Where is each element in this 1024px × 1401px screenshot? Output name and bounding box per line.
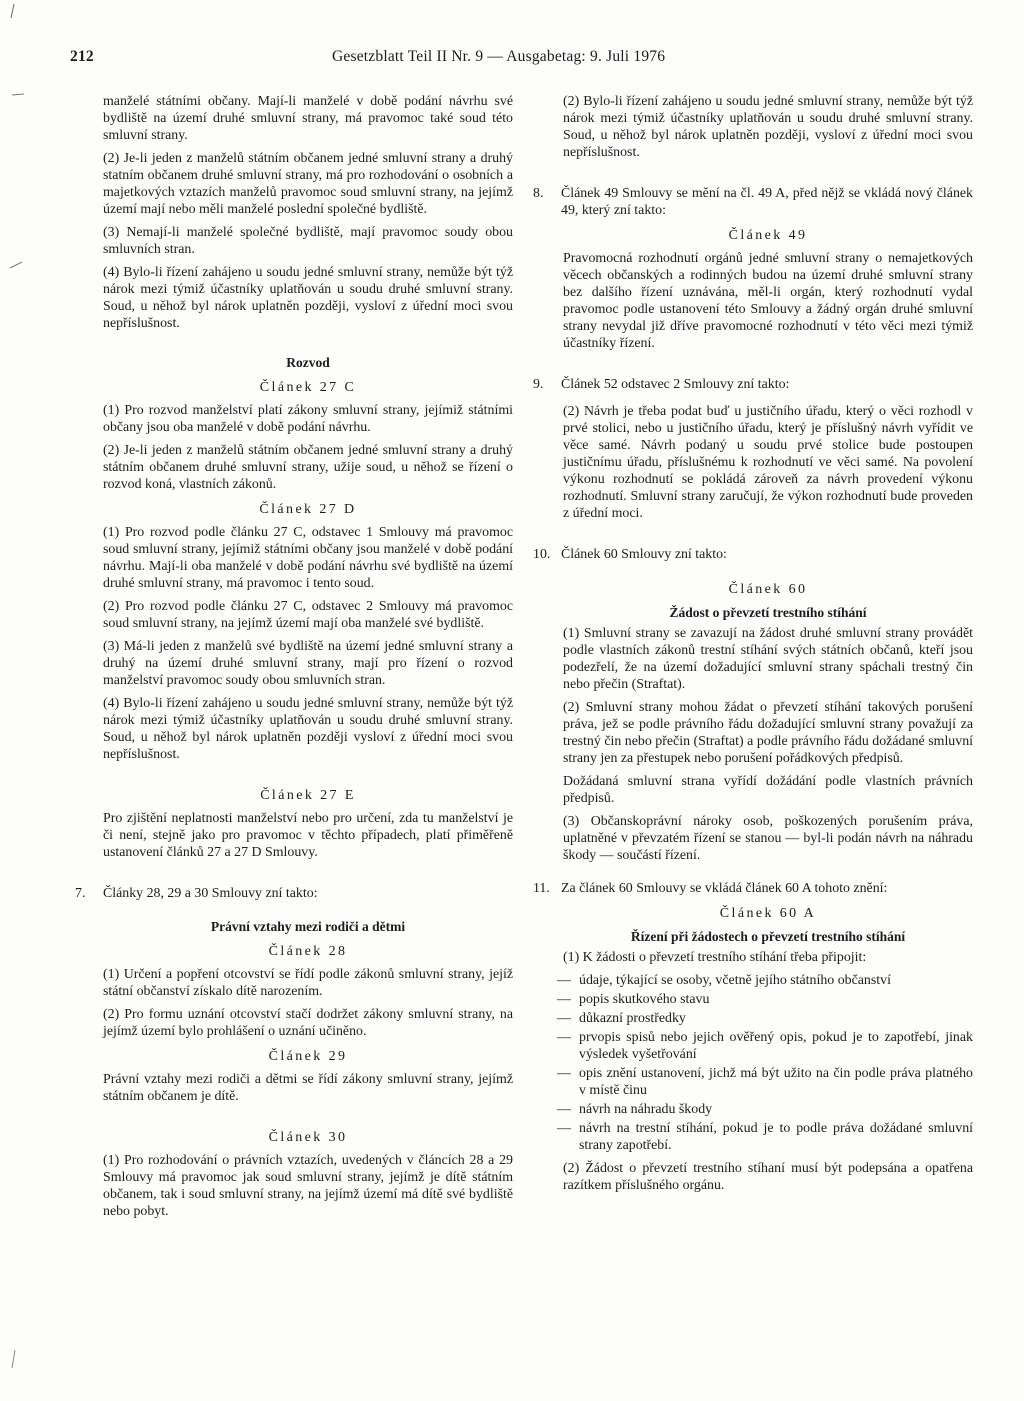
paragraph: (2) Návrh je třeba podat buď u justičního úřadu, který o věci rozhodl v prvé stolici, nebo u justičního úřadu, který je příslušný návrh vyřídit ve věce samé. Návrh podaný u soudu prvé stolice bude postoupen justičnímu úřadu, příslušnému k rozhodnutí ve věci samé. Na povolení výkonu rozhodnutí se pokládá zároveň za návrh provedení výkonu rozhodnutí. Smluvní strany zaručují, že výkon rozhodnutí bude proveden z úřední moci. [563, 404, 973, 521]
margin-mark-decoration [6, 0, 26, 1401]
page-header [70, 48, 970, 70]
right-column [533, 93, 973, 1200]
paragraph: Pravomocná rozhodnutí orgánů jedné smluvní strany o nemajetkových věcech občanských a rodinných budou na území druhé smluvní strany bez dalšího řízení uznávána, měl-li orgán, který rozhodnutí vydal pravomoc podle ustanovení této Smlouvy a žádný orgán druhé smluvní strany nevydal již dříve pravomocné rozhodnutí v této věci mezi týmiž účastníky řízení. [563, 251, 973, 351]
page-number: 212 [70, 48, 94, 65]
paragraph: (3) Nemají-li manželé společné bydliště, mají pravomoc soudy obou smluvních stran. [103, 225, 513, 257]
paragraph: (2) Žádost o převzetí trestního stíhaní musí být podepsána a opatřena razítkem příslušného orgánu. [563, 1161, 973, 1193]
item-text: Článek 49 Smlouvy se mění na čl. 49 A, před nějž se vkládá nový článek 49, který zní takto: [561, 186, 973, 218]
article-heading-60: Článek 60 [728, 582, 808, 597]
numbered-item-8 [533, 185, 973, 219]
paragraph: (2) Smluvní strany mohou žádat o převzetí stíhání takových porušení práva, jež se podle právního řádu dožadující smluvní strany považují za trestný čin nebo přečin (Straftat) a podle právního řádu dožádané smluvní strany jen za přestupek nebo porušení pořádkových předpisů. [563, 700, 973, 766]
section-heading-rozvod: Rozvod [286, 355, 330, 370]
paragraph: (2) Bylo-li řízení zahájeno u soudu jedné smluvní strany, nemůže být týž nárok mezi týmiž účastníky uplatňován u soudu druhé smluvní strany. Soud, u něhož byl nárok uplatněn později, vysloví z úřední moci svou nepříslušnost. [563, 94, 973, 160]
item-text: Za článek 60 Smlouvy se vkládá článek 60 A tohoto znění: [561, 881, 888, 896]
article-heading-28: Článek 28 [268, 944, 348, 959]
paragraph: (1) Pro rozvod podle článku 27 C, odstavec 1 Smlouvy má pravomoc soud smluvní strany, jejímiž státními občany jsou manželé v době podání návrhu. Mají-li oba manželé v době podání návrhu své bydliště na území druhé smluvní strany, má pravomoc i tento soud. [103, 525, 513, 591]
paragraph: (4) Bylo-li řízení zahájeno u soudu jedné smluvní strany, nemůže být týž nárok mezi týmiž účastníky uplatňován u soudu druhé smluvní strany. Soud, u něhož byl nárok uplatněn později vysloví z úřední moci svou nepříslušnost. [103, 696, 513, 762]
article-heading-60a: Článek 60 A [719, 906, 817, 921]
item-text: Článek 60 Smlouvy zní takto: [561, 547, 727, 562]
paragraph: (2) Je-li jeden z manželů státním občanem jedné smluvní strany a druhý státním občanem druhé smluvní strany, užije soud, u něhož se řízení o rozvod koná, vlastních zákonů. [103, 443, 513, 492]
paragraph: (4) Bylo-li řízení zahájeno u soudu jedné smluvní strany, nemůže být týž nárok mezi týmiž účastníky uplatňován u soudu druhé smluvní strany. Soud, u něhož byl nárok uplatněn později, vysloví z úřední moci svou nepříslušnost. [103, 265, 513, 331]
article-heading-27d: Článek 27 D [259, 502, 357, 517]
paragraph: (1) Pro rozhodování o právních vztazích, uvedených v článcích 28 a 29 Smlouvy má pravomoc jak soud smluvní strany, jejímž je dítě státním občanem, tak i soud smluvní strany, na jejímž území má dítě své bydliště nebo pobyt. [103, 1153, 513, 1219]
section-heading-pravni-vztahy: Právní vztahy mezi rodiči a dětmi [210, 919, 406, 934]
paragraph: (1) K žádosti o převzetí trestního stíhání třeba připojit: [563, 950, 867, 965]
list-item: — popis skutkového stavu [557, 992, 710, 1007]
paragraph: (3) Má-li jeden z manželů své bydliště na území jedné smluvní strany a druhý na území druhé smluvní strany, mají pro řízení o rozvod manželství pravomoc soudy obou smluvních stran. [103, 639, 513, 688]
paragraph: Pro zjištění neplatnosti manželství nebo pro určení, zda tu manželství je či není, stejně jako pro pravomoc v těchto případech, platí přiměřeně ustanovení článků 27 a 27 D Smlouvy. [103, 811, 513, 860]
list-item: — návrh na náhradu škody [557, 1102, 713, 1117]
article-heading-29: Článek 29 [268, 1049, 348, 1064]
list-item: — údaje, týkající se osoby, včetně jejího státního občanství [557, 973, 891, 988]
requirements-list [557, 972, 973, 1154]
item-number: 9. [533, 377, 544, 392]
article-heading-30: Článek 30 [268, 1130, 348, 1145]
paragraph: (2) Pro rozvod podle článku 27 C, odstavec 2 Smlouvy má pravomoc soud smluvní strany, na jejímž území mají oba manželé své bydliště. [103, 599, 513, 631]
list-item: — důkazní prostředky [557, 1011, 686, 1026]
numbered-item-11 [533, 880, 973, 897]
numbered-item-9 [533, 376, 973, 393]
paragraph: (2) Je-li jeden z manželů státním občanem jedné smluvní strany a druhý statním občanem druhé smluvní strany, má pro rozhodování o osobních a majetkových vztazích manželů pravomoc soud smluvní strany, na jejímž území mají nebo měli manželé poslední společné bydliště. [103, 151, 513, 217]
numbered-item-7 [75, 885, 513, 902]
article-heading-49: Článek 49 [728, 228, 808, 243]
left-column [75, 93, 513, 1226]
section-heading-rizeni: Řízení při žádostech o převzetí trestního stíhání [630, 929, 906, 944]
paragraph: (2) Pro formu uznání otcovství stačí dodržet zákony smluvní strany, na jejímž území bylo prohlášení o uznání učiněno. [103, 1007, 513, 1039]
header-title: Gesetzblatt Teil II Nr. 9 — Ausgabetag: 9. Juli 1976 [332, 48, 666, 65]
paragraph: (1) Smluvní strany se zavazují na žádost druhé smluvní strany provádět podle vlastních zákonů trestní stíhání svých státních občanů, kteří jsou podezřelí, že na území dožadující smluvní strany spáchali trestný čin nebo přečin (Straftat). [563, 626, 973, 692]
paragraph: manželé státními občany. Mají-li manželé v době podání návrhu své bydliště na území druhé smluvní strany, má pravomoc také soud této smluvní strany. [103, 94, 513, 143]
item-number: 11. [533, 881, 550, 896]
paragraph: (3) Občanskoprávní nároky osob, poškozených porušením práva, uplatněné v převzatém řízení se stanou — byl-li podán návrh na náhradu škody — součástí řízení. [563, 814, 973, 863]
article-heading-27e: Článek 27 E [260, 788, 356, 803]
item-text: Článek 52 odstavec 2 Smlouvy zní takto: [561, 377, 790, 392]
paragraph: Dožádaná smluvní strana vyřídí dožádání podle vlastních právních předpisů. [563, 774, 973, 806]
numbered-item-10 [533, 546, 973, 563]
section-heading-zadost: Žádost o převzetí trestního stíhání [669, 605, 867, 620]
paragraph: (1) Určení a popření otcovství se řídí podle zákonů smluvní strany, jejíž státní občanství získalo dítě narozením. [103, 967, 513, 999]
paragraph: (1) Pro rozvod manželství platí zákony smluvní strany, jejímiž státními občany jsou oba manželé v době podání návrhu. [103, 403, 513, 435]
item-text: Články 28, 29 a 30 Smlouvy zní takto: [103, 886, 318, 901]
item-number: 7. [75, 886, 86, 901]
list-item: — návrh na trestní stíhání, pokud je to podle práva dožádané smluvní strany zapotřebí. [557, 1121, 973, 1153]
article-heading-27c: Článek 27 C [259, 380, 357, 395]
list-item: — opis znění ustanovení, jichž má být užito na čin podle práva platného v místě činu [557, 1066, 973, 1098]
list-item: — prvopis spisů nebo jejich ověřený opis, pokud je to zapotřebí, jinak výsledek vyšetřování [557, 1030, 973, 1062]
item-number: 10. [533, 547, 551, 562]
item-number: 8. [533, 186, 544, 201]
paragraph: Právní vztahy mezi rodiči a dětmi se řídí zákony smluvní strany, jejímž státním občanem je dítě. [103, 1072, 513, 1104]
